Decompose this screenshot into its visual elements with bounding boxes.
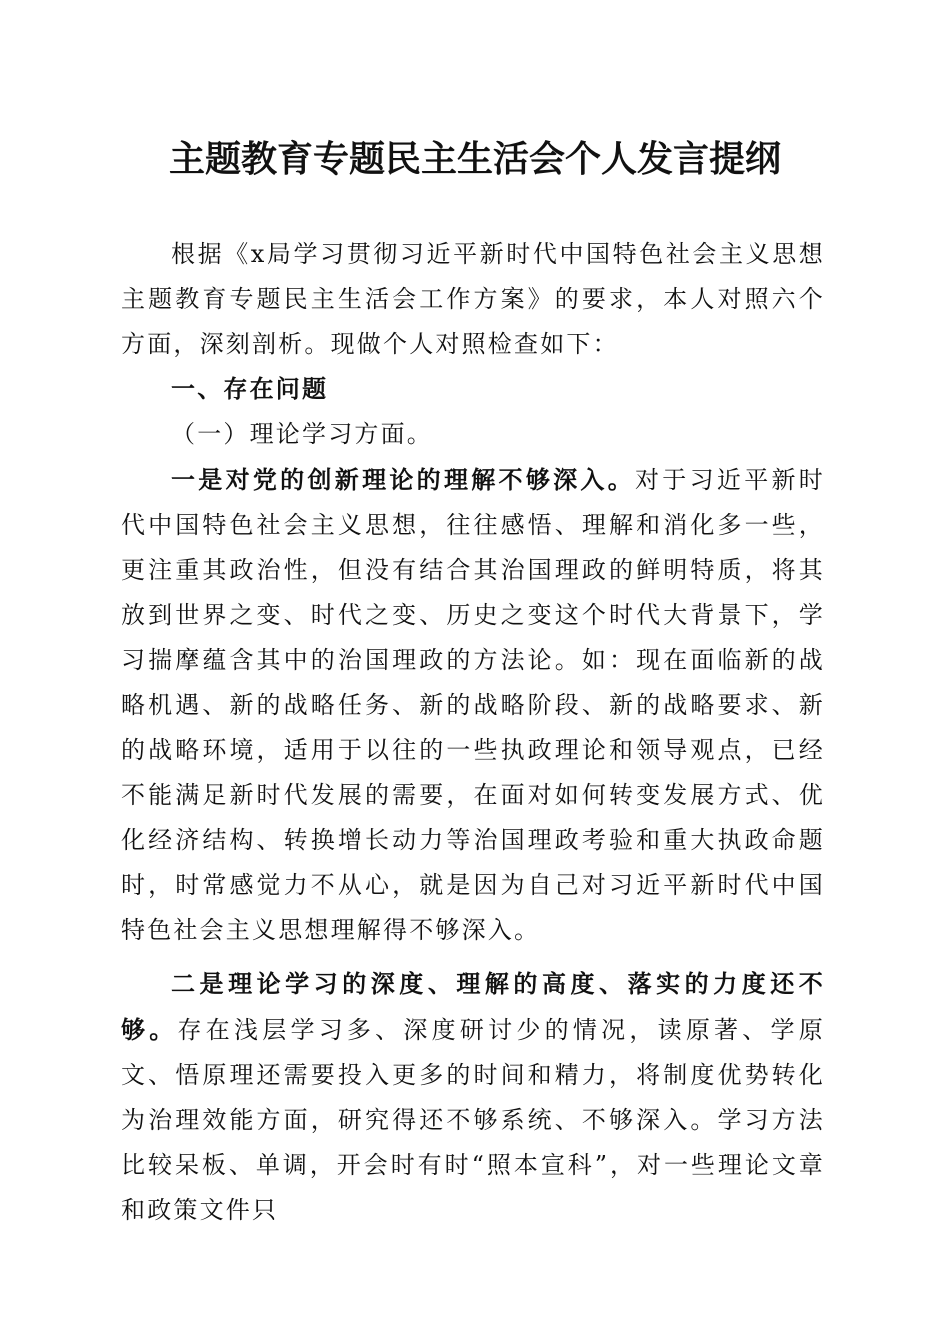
item-2-lead: 二是理论学习的深度、理解的高度、落实的力度还不够。	[121, 969, 825, 1044]
item-1-paragraph	[121, 457, 825, 953]
item-2-text: 存在浅层学习多、深度研讨少的情况，读原著、学原文、悟原理还需要投入更多的时间和精力，将制度优势转化为治理效能方面，研究得还不够系统、不够深入。学习方法比较呆板、单调，开会时有时“照本宣科”，对一些理论文章和政策文件只	[121, 1016, 825, 1224]
intro-paragraph: 根据《x局学习贯彻习近平新时代中国特色社会主义思想主题教育专题民主生活会工作方案》的要求，本人对照六个方面，深刻剖析。现做个人对照检查如下：	[121, 240, 825, 358]
item-1-text: 对于习近平新时代中国特色社会主义思想，往往感悟、理解和消化多一些，更注重其政治性，但没有结合其治国理政的鲜明特质，将其放到世界之变、时代之变、历史之变这个时代大背景下，学习揣摩蕴含其中的治国理政的方法论。如：现在面临新的战略机遇、新的战略任务、新的战略阶段、新的战略要求、新的战略环境，适用于以往的一些执政理论和领导观点，已经不能满足新时代发展的需要，在面对如何转变发展方式、优化经济结构、转换增长动力等治国理政考验和重大执政命题时，时常感觉力不从心，就是因为自己对习近平新时代中国特色社会主义思想理解得不够深入。	[121, 466, 825, 944]
document-title: 主题教育专题民主生活会个人发言提纲	[168, 138, 781, 180]
paragraph-gap	[121, 953, 825, 961]
subsection-heading-theory-study: （一）理论学习方面。	[171, 420, 433, 448]
item-2-paragraph	[121, 961, 825, 1233]
section-heading-problems: 一、存在问题	[171, 375, 329, 403]
item-1-lead: 一是对党的创新理论的理解不够深入。	[171, 465, 636, 494]
document-body	[121, 232, 825, 1233]
